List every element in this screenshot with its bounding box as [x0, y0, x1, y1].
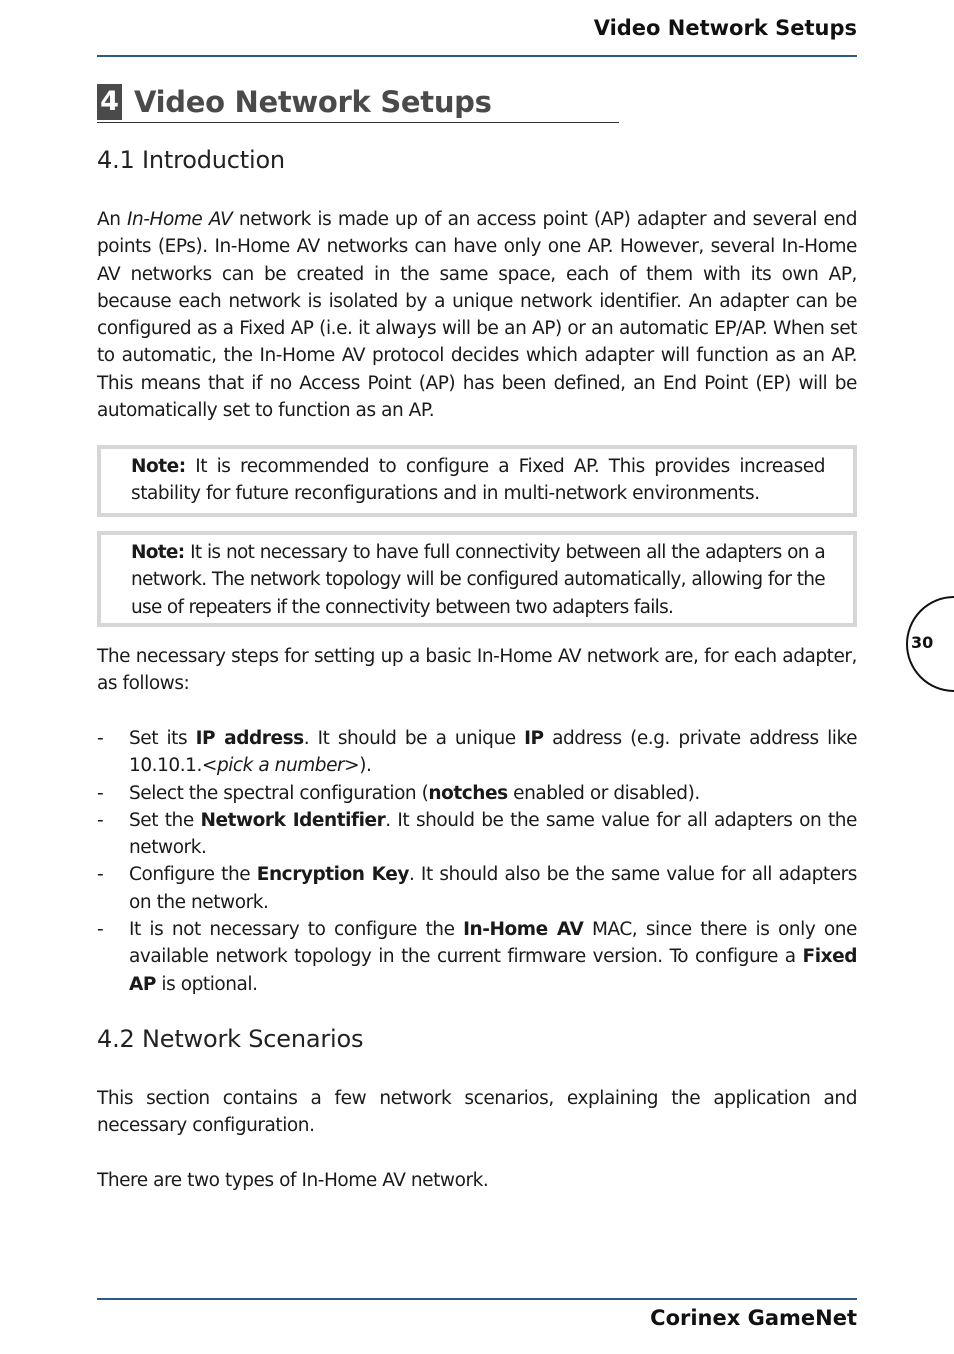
bold-term: IP address	[195, 728, 304, 749]
section-heading-network-scenarios: 4.2 Network Scenarios	[97, 1025, 364, 1053]
text: Configure the	[129, 864, 257, 886]
bold-term: notches	[428, 782, 508, 804]
list-item	[97, 861, 857, 916]
bold-term: IP	[524, 728, 544, 749]
footer-rule	[97, 1298, 857, 1300]
text: address (e.g. private address like 10.10.1.<	[129, 728, 858, 777]
section-heading-introduction: 4.1 Introduction	[97, 146, 285, 174]
bold-term: Network Identifier	[200, 809, 386, 831]
header-rule	[97, 55, 857, 57]
note-text: It is not necessary to have full connectivity between all the adapters on a network. The network topology will be configured automatically, allowing for the use of repeaters if the connectivity between two adapters fails.	[131, 542, 825, 618]
bold-term: In-Home AV	[463, 919, 584, 941]
scenarios-paragraph: This section contains a few network scenarios, explaining the application and necessary configuration.	[97, 1088, 857, 1137]
list-item	[97, 807, 857, 862]
text: Set its	[129, 728, 196, 749]
chapter-number: 4	[97, 84, 122, 120]
list-dash: -	[97, 728, 104, 749]
running-header: Video Network Setups	[593, 16, 857, 40]
intro-text-start: An	[97, 209, 128, 230]
intro-italic-term: In-Home AV	[127, 209, 233, 230]
list-item	[97, 780, 857, 807]
network-types-paragraph: There are two types of In-Home AV network.	[97, 1170, 489, 1191]
steps-list	[97, 725, 857, 998]
note-label: Note:	[131, 542, 185, 563]
list-dash: -	[97, 782, 104, 804]
italic-term: pick a number	[216, 755, 345, 777]
note-box-fixed-ap	[97, 445, 857, 517]
text: . It should be the same value for all adapters on the network.	[129, 809, 857, 859]
note-text: It is recommended to configure a Fixed AP. This provides increased stability for future reconfigurations and in multi-network environments.	[131, 456, 825, 505]
note-label: Note:	[131, 456, 186, 477]
list-item	[97, 725, 857, 780]
text: Set the	[129, 809, 201, 831]
bold-term: Fixed AP	[129, 946, 857, 995]
text: >).	[344, 755, 372, 777]
text: Select the spectral configuration (	[129, 782, 429, 804]
intro-text-rest: network is made up of an access point (AP) adapter and several end points (EPs). In-Home AV networks can have only one AP. However, several In-Home AV networks can be created in the same space, each of them with its own AP, because each network is isolated by a unique network identifier. An adapter can be configured as a Fixed AP (i.e. it always will be an AP) or an automatic EP/AP. When set to automatic, the In-Home AV protocol decides which adapter will function as an AP. This means that if no Access Point (AP) has been defined, an End Point (EP) will be automatically set to function as an AP.	[97, 209, 857, 422]
text: . It should also be the same value for all adapters on the network.	[129, 864, 857, 913]
text: MAC, since there is only one available network topology in the current firmware version. To configure a	[129, 919, 857, 968]
list-item	[97, 916, 857, 998]
text: enabled or disabled).	[507, 782, 700, 804]
steps-intro-paragraph: The necessary steps for setting up a basic In-Home AV network are, for each adapter, as follows:	[97, 646, 857, 695]
text: . It should be a unique	[303, 728, 525, 749]
bold-term: Encryption Key	[256, 864, 409, 886]
text: It is not necessary to configure the	[129, 919, 464, 941]
note-box-connectivity	[97, 531, 857, 627]
intro-paragraph	[97, 206, 857, 424]
list-dash: -	[97, 864, 104, 886]
text: is optional.	[155, 973, 258, 995]
running-footer: Corinex GameNet	[650, 1306, 857, 1330]
list-dash: -	[97, 809, 104, 831]
page-number: 30	[911, 633, 934, 652]
chapter-heading	[97, 82, 619, 123]
chapter-title: Video Network Setups	[134, 85, 492, 119]
list-dash: -	[97, 919, 104, 941]
